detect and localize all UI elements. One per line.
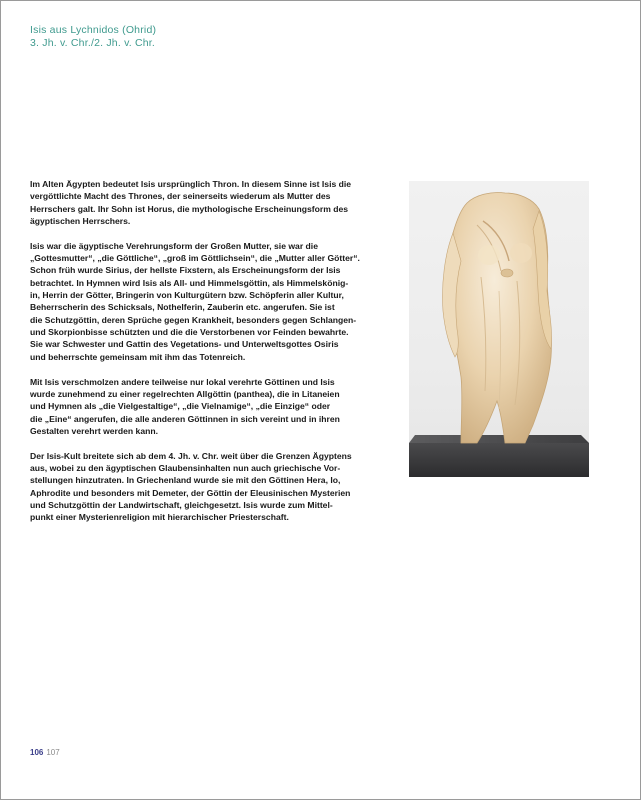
- text-line: betrachtet. In Hymnen wird Isis als All- und Himmelsgöttin, als Himmelskönig-: [30, 277, 349, 288]
- page-header: [30, 24, 156, 50]
- current-page-number: 106: [30, 748, 44, 757]
- text-line: stellungen hinzutraten. In Griechenland wurde sie mit den Göttinen Hera, Io,: [30, 475, 341, 486]
- text-line: ägyptischen Herrschers.: [30, 216, 131, 227]
- facing-page-number: 107: [46, 748, 60, 757]
- paragraph: [30, 450, 392, 524]
- text-line: Isis war die ägyptische Verehrungsform der Großen Mutter, sie war die: [30, 240, 318, 251]
- text-line: Sie war Schwester und Gattin des Vegetations- und Unterweltsgottes Osiris: [30, 339, 339, 350]
- text-line: und Hymnen als „die Vielgestaltige“, „die Vielnamige“, „die Einzige“ oder: [30, 401, 331, 412]
- body-text: [30, 178, 392, 536]
- paragraph: [30, 178, 392, 227]
- artwork-date: 3. Jh. v. Chr./2. Jh. v. Chr.: [30, 37, 156, 49]
- text-line: Herrschers galt. Ihr Sohn ist Horus, die mythologische Erscheinungsform des: [30, 203, 349, 214]
- page-footer: [30, 748, 60, 757]
- text-line: Beherrscherin des Schicksals, Nothelferin, Zauberin etc. angerufen. Sie ist: [30, 302, 335, 313]
- paragraph: [30, 240, 392, 363]
- text-line: punkt einer Mysterienreligion mit hierarchischer Priesterschaft.: [30, 512, 289, 523]
- text-line: „Gottesmutter“, „die Göttliche“, „groß im Göttlichsein“, die „Mutter aller Götter“.: [30, 253, 360, 264]
- text-line: Aphrodite und besonders mit Demeter, der Göttin der Eleusinischen Mysterien: [30, 487, 351, 498]
- text-line: die „Eine“ angerufen, die alle anderen Göttinnen in sich vereint und in ihren: [30, 413, 340, 424]
- text-line: Schon früh wurde Sirius, der hellste Fixstern, als Erscheinungsform der Isis: [30, 265, 341, 276]
- paragraph: [30, 376, 392, 438]
- text-line: Der Isis-Kult breitete sich ab dem 4. Jh. v. Chr. weit über die Grenzen Ägyptens: [30, 450, 352, 461]
- isis-statue-illustration: [409, 181, 589, 477]
- text-line: die Schutzgöttin, deren Sprüche gegen Krankheit, besonders gegen Schlangen-: [30, 314, 357, 325]
- text-line: Gestalten verehrt werden kann.: [30, 425, 158, 436]
- text-line: Mit Isis verschmolzen andere teilweise nur lokal verehrte Göttinen und Isis: [30, 376, 335, 387]
- text-line: vergöttlichte Macht des Thrones, der seinerseits wiederum als Mutter des: [30, 191, 331, 202]
- text-line: und Schutzgöttin der Landwirtschaft, gleichgesetzt. Isis wurde zum Mittel-: [30, 499, 333, 510]
- text-line: und Skorpionbisse schützten und die die Verstorbenen vor Feinden bewahrte.: [30, 327, 349, 338]
- text-line: und beherrschte gemeinsam mit ihm das Totenreich.: [30, 351, 246, 362]
- text-line: in, Herrin der Götter, Bringerin von Kulturgütern bzw. Schöpferin aller Kultur,: [30, 290, 344, 301]
- text-line: Im Alten Ägypten bedeutet Isis ursprünglich Thron. In diesem Sinne ist Isis die: [30, 179, 352, 189]
- text-line: wurde zunehmend zu einer regelrechten Allgöttin (panthea), die in Litaneien: [30, 388, 340, 399]
- text-line: aus, wobei zu den ägyptischen Glaubensinhalten nun auch griechische Vor-: [30, 462, 341, 473]
- statue-photo: [409, 181, 589, 477]
- artwork-title: Isis aus Lychnidos (Ohrid): [30, 24, 157, 36]
